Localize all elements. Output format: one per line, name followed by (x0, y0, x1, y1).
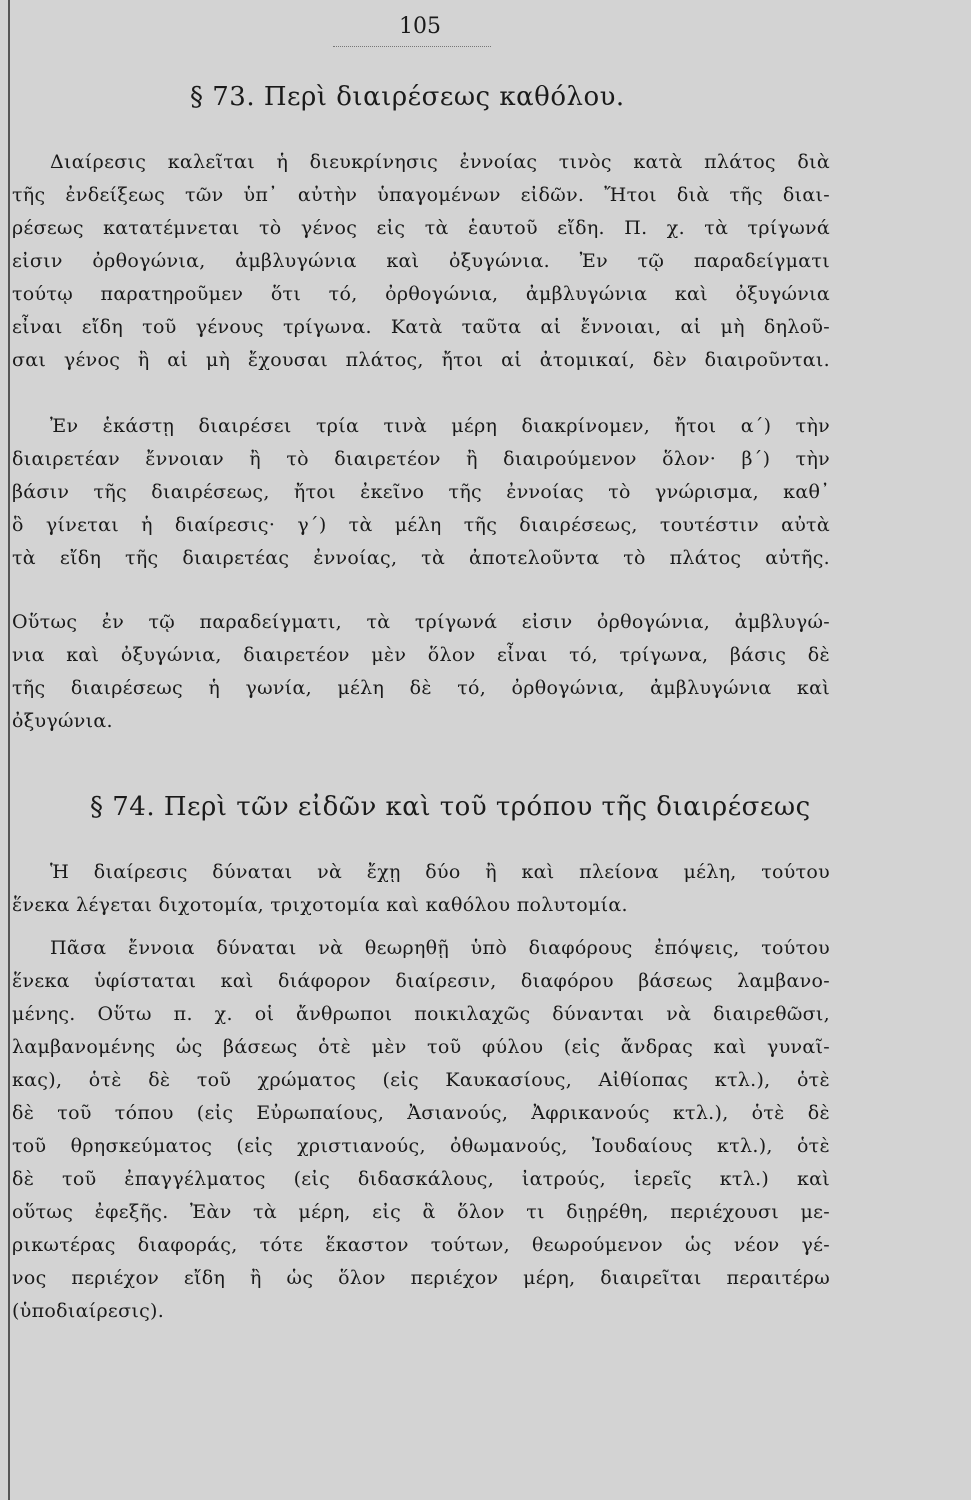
text-line: Ἡ διαίρεσις δύναται νὰ ἔχῃ δύο ἢ καὶ πλείονα μέλη, τούτου (50, 861, 830, 883)
text-line: ρέσεως κατατέμνεται τὸ γένος εἰς τὰ ἑαυτοῦ εἴδη. Π. χ. τὰ τρίγωνά (12, 217, 830, 239)
text-line: τοῦ θρησκεύματος (εἰς χριστιανούς, ὀθωμανούς, Ἰουδαίους κτλ.), ὁτὲ (12, 1135, 830, 1157)
text-line: λαμβανομένης ὡς βάσεως ὁτὲ μὲν τοῦ φύλου (εἰς ἄνδρας καὶ γυναῖ- (12, 1036, 830, 1058)
text-line: ἕνεκα ὑφίσταται καὶ διάφορον διαίρεσιν, διαφόρου βάσεως λαμβανο- (12, 970, 830, 992)
page-number: 105 (399, 14, 441, 39)
text-line: τῆς ἐνδείξεως τῶν ὑπ᾽ αὐτὴν ὑπαγομένων εἰδῶν. Ἤτοι διὰ τῆς διαι- (12, 184, 830, 206)
text-line: τῆς διαιρέσεως ἡ γωνία, μέλη δὲ τό, ὀρθογώνια, ἀμβλυγώνια καὶ (12, 677, 830, 699)
binding-edge (8, 0, 10, 1500)
text-line: μένης. Οὕτω π. χ. οἱ ἄνθρωποι ποικιλαχῶς δύνανται νὰ διαιρεθῶσι, (12, 1003, 830, 1025)
text-line: ὃ γίνεται ἡ διαίρεσις· γ΄) τὰ μέλη τῆς διαιρέσεως, τουτέστιν αὐτὰ (12, 514, 830, 536)
text-line: τὰ εἴδη τῆς διαιρετέας ἐννοίας, τὰ ἀποτελοῦντα τὸ πλάτος αὐτῆς. (12, 547, 830, 569)
text-line: σαι γένος ἢ αἱ μὴ ἔχουσαι πλάτος, ἤτοι αἱ ἀτομικαί, δὲν διαιροῦνται. (12, 349, 830, 371)
text-line: τούτῳ παρατηροῦμεν ὅτι τό, ὀρθογώνια, ἀμβλυγώνια καὶ ὀξυγώνια (12, 283, 830, 305)
text-line: δὲ τοῦ ἐπαγγέλματος (εἰς διδασκάλους, ἰατρούς, ἱερεῖς κτλ.) καὶ (12, 1168, 830, 1190)
text-line: βάσιν τῆς διαιρέσεως, ἤτοι ἐκεῖνο τῆς ἐννοίας τὸ γνώρισμα, καθ᾽ (12, 481, 830, 503)
page-number-rule (333, 46, 491, 47)
text-line: εἰσιν ὀρθογώνια, ἀμβλυγώνια καὶ ὀξυγώνια. Ἐν τῷ παραδείγματι (12, 250, 830, 272)
text-line: οὕτως ἐφεξῆς. Ἐὰν τὰ μέρη, εἰς ἃ ὅλον τι διῃρέθη, περιέχουσι με- (12, 1201, 830, 1223)
section-74-heading: § 74. Περὶ τῶν εἰδῶν καὶ τοῦ τρόπου τῆς διαιρέσεως (90, 792, 811, 822)
text-line: ὀξυγώνια. (12, 710, 113, 732)
section-73-heading: § 73. Περὶ διαιρέσεως καθόλου. (190, 82, 625, 112)
section-74-paragraph-2 (12, 932, 830, 1328)
text-line: Ἐν ἑκάστῃ διαιρέσει τρία τινὰ μέρη διακρίνομεν, ἤτοι α΄) τὴν (50, 415, 830, 437)
text-line: δὲ τοῦ τόπου (εἰς Εὐρωπαίους, Ἀσιανούς, Ἀφρικανούς κτλ.), ὁτὲ δὲ (12, 1102, 830, 1124)
text-line: Διαίρεσις καλεῖται ἡ διευκρίνησις ἐννοίας τινὸς κατὰ πλάτος διὰ (50, 151, 830, 173)
text-line: ρικωτέρας διαφοράς, τότε ἕκαστον τούτων, θεωρούμενον ὡς νέον γέ- (12, 1234, 830, 1256)
text-line: ἕνεκα λέγεται διχοτομία, τριχοτομία καὶ καθόλου πολυτομία. (12, 894, 628, 916)
section-74-paragraph-1 (12, 856, 830, 922)
text-line: Οὕτως ἐν τῷ παραδείγματι, τὰ τρίγωνά εἰσιν ὀρθογώνια, ἀμβλυγώ- (12, 611, 830, 633)
text-line: Πᾶσα ἔννοια δύναται νὰ θεωρηθῇ ὑπὸ διαφόρους ἐπόψεις, τούτου (50, 937, 830, 959)
text-line: νια καὶ ὀξυγώνια, διαιρετέον μὲν ὅλον εἶναι τό, τρίγωνα, βάσις δὲ (12, 644, 830, 666)
text-line: (ὑποδιαίρεσις). (12, 1300, 165, 1322)
section-73-paragraph-1 (12, 146, 830, 377)
text-line: κας), ὁτὲ δὲ τοῦ χρώματος (εἰς Καυκασίους, Αἰθίοπας κτλ.), ὁτὲ (12, 1069, 830, 1091)
text-line: νος περιέχον εἴδη ἢ ὡς ὅλον περιέχον μέρη, διαιρεῖται περαιτέρω (12, 1267, 830, 1289)
text-line: διαιρετέαν ἔννοιαν ἢ τὸ διαιρετέον ἢ διαιρούμενον ὅλον· β΄) τὴν (12, 448, 830, 470)
section-73-paragraph-2 (12, 410, 830, 575)
text-line: εἶναι εἴδη τοῦ γένους τρίγωνα. Κατὰ ταῦτα αἱ ἔννοιαι, αἱ μὴ δηλοῦ- (12, 316, 830, 338)
section-73-paragraph-3 (12, 606, 830, 738)
